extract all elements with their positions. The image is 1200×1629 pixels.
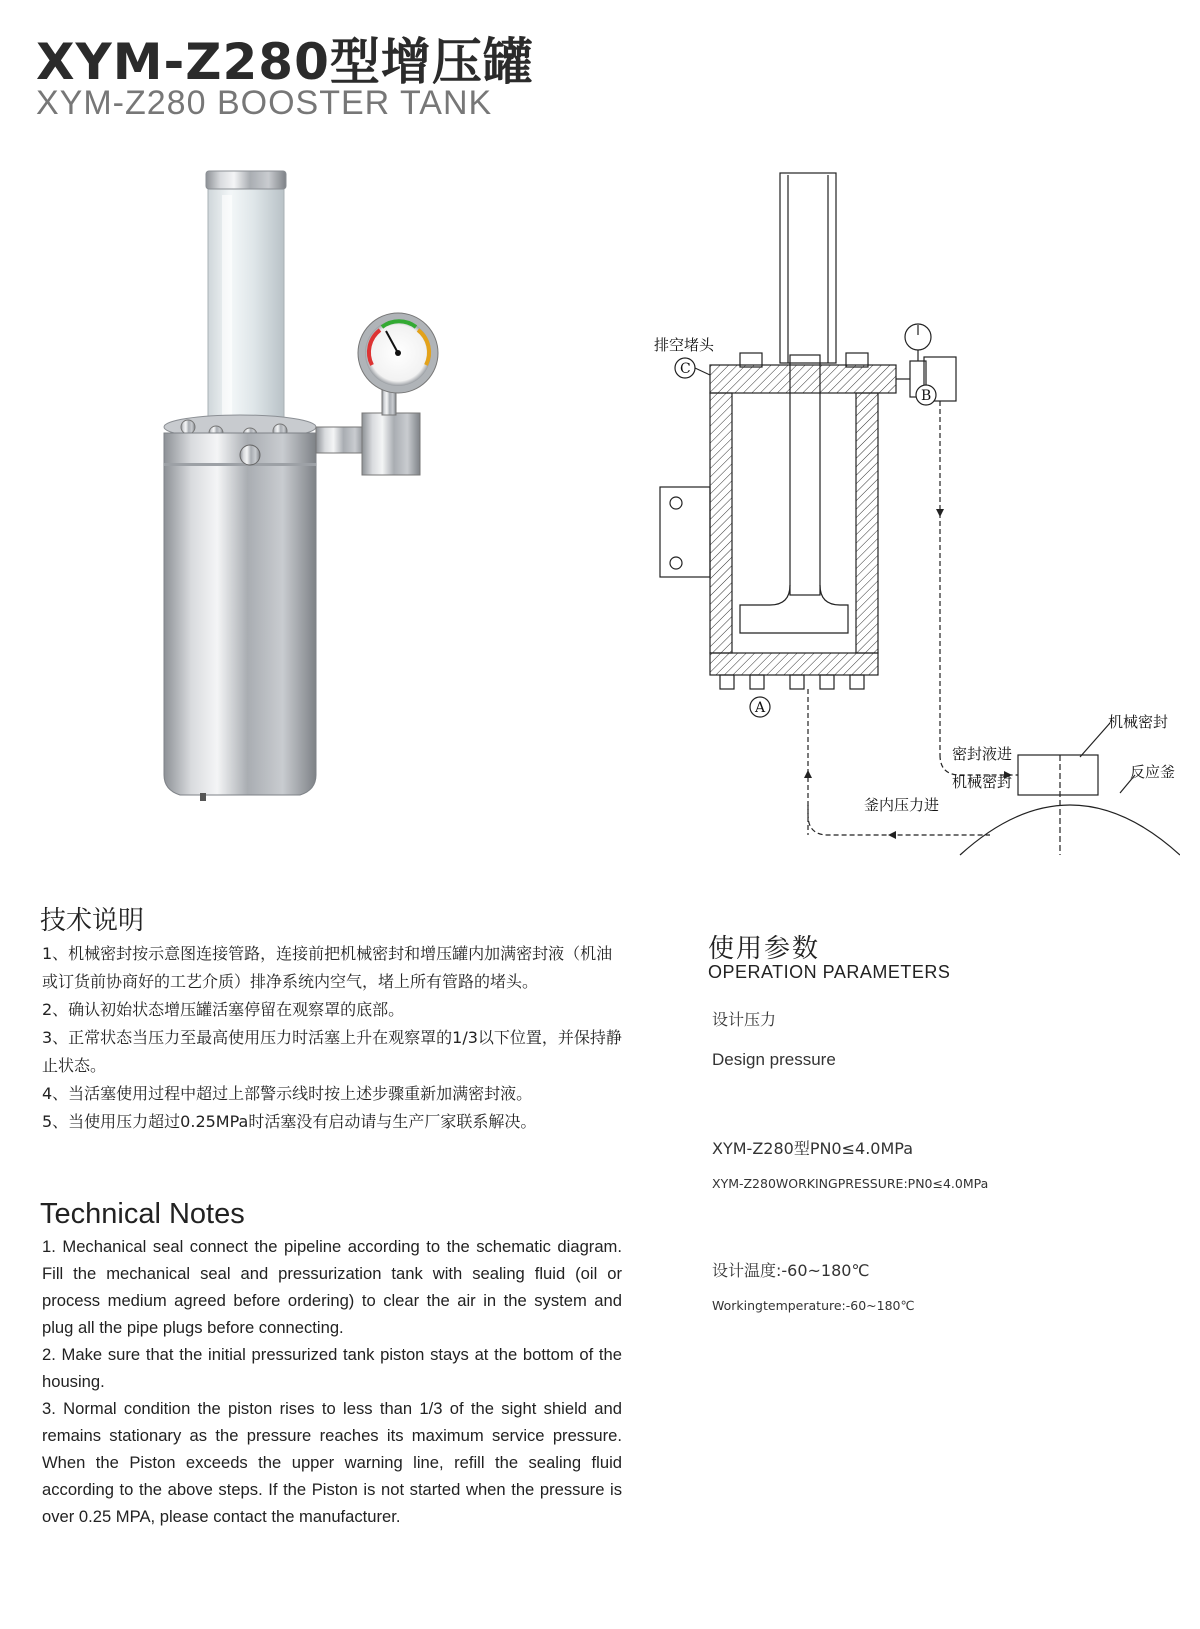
note-cn-item: 3、正常状态当压力至最高使用压力时活塞上升在观察罩的1/3以下位置，并保持静止状态。 [42,1028,622,1075]
params-title-en: OPERATION PARAMETERS [708,962,951,982]
pressure-value-cn: XYM-Z280型PN0≤4.0MPa [712,1139,914,1158]
note-cn-item: 1、机械密封按示意图连接管路，连接前把机械密封和增压罐内加满密封液（机油或订货前协商好的工艺介质）排净系统内空气，堵上所有管路的堵头。 [42,944,613,991]
label-b: B [921,388,932,404]
tech-notes-title-en: Technical Notes [40,1198,245,1230]
design-pressure-label-en: Design pressure [712,1050,836,1069]
note-cn-item: 4、当活塞使用过程中超过上部警示线时按上述步骤重新加满密封液。 [42,1084,533,1103]
label-kettle-pressure-in: 釜内压力进 [864,796,940,814]
note-cn-item: 2、确认初始状态增压罐活塞停留在观察罩的底部。 [42,1000,405,1019]
note-cn-item: 5、当使用压力超过0.25MPa时活塞没有启动请与生产厂家联系解决。 [42,1112,537,1131]
tech-notes-title-cn: 技术说明 [40,906,145,936]
product-photo [160,165,470,845]
page-title: XYM-Z280型增压罐 [36,33,534,91]
label-seal-fluid-in: 密封液进 [952,745,1013,763]
pressure-value-en: XYM-Z280WORKINGPRESSURE:PN0≤4.0MPa [712,1176,989,1191]
tech-notes-cn [42,940,624,1136]
label-drain-plug: 排空堵头 [654,336,715,354]
schematic-diagram [640,165,1180,865]
note-en-item: 2. Make sure that the initial pressurized tank piston stays at the bottom of the housing. [42,1345,622,1391]
note-en-item: 1. Mechanical seal connect the pipeline according to the schematic diagram. Fill the mechanical seal and pressurization tank with sealing fluid (oil or process medium agreed before ordering) to clear the air in the system and plug all the pipe plugs before connecting. [42,1237,622,1337]
label-a: A [755,700,766,716]
note-en-item: 3. Normal condition the piston rises to less than 1/3 of the sight shield and remains stationary as the pressure reaches its maximum service pressure. When the Piston exceeds the upper warning line, refill the sealing fluid according to the above steps. If the Piston is not started when the pressure is over 0.25 MPA, please contact the manufacturer. [42,1399,622,1526]
temperature-value-cn: 设计温度:-60~180℃ [712,1261,870,1280]
label-mechanical-seal: 机械密封 [1108,713,1169,731]
label-c: C [680,361,691,377]
label-reactor: 反应釜 [1130,763,1176,781]
temperature-value-en: Workingtemperature:-60~180℃ [712,1298,915,1313]
params-title-cn: 使用参数 [708,934,821,964]
tech-notes-en [42,1233,622,1530]
page-subtitle: XYM-Z280 BOOSTER TANK [36,84,493,122]
design-pressure-label-cn: 设计压力 [712,1010,777,1029]
label-mechanical-seal-2: 机械密封 [952,773,1013,791]
